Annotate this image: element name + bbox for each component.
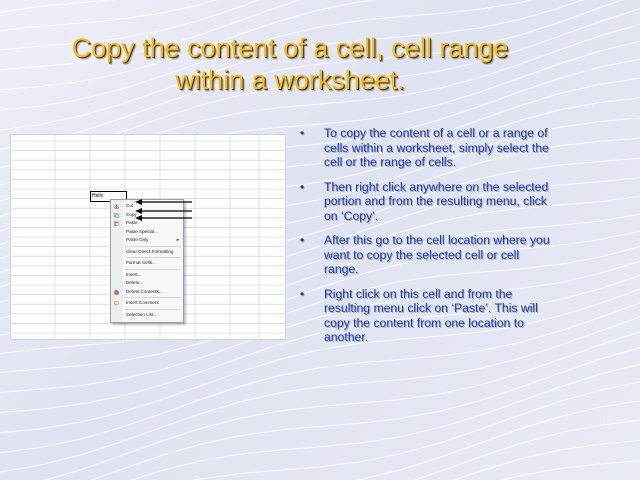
menu-item-label: Paste Special... bbox=[126, 228, 158, 234]
menu-item-label: Delete... bbox=[126, 280, 144, 285]
slide-title-line-2: within a worksheet. bbox=[175, 65, 405, 95]
menu-item-label: Insert Comment bbox=[126, 300, 159, 305]
background-wave-line bbox=[0, 457, 640, 480]
slide-title-line-1: Copy the content of a cell, cell range bbox=[71, 33, 509, 63]
background-wave-line bbox=[0, 0, 640, 22]
bullet-item bbox=[300, 126, 556, 170]
callout-arrows bbox=[11, 135, 285, 339]
bullet-list bbox=[300, 126, 556, 355]
bullet-text: To copy the content of a cell or a range of cells within a worksheet, simply select the cell or the range of cells. bbox=[324, 126, 549, 169]
arrow-head-cut bbox=[135, 199, 142, 205]
bullet-glyph: • bbox=[300, 286, 305, 301]
bullet-glyph: • bbox=[300, 126, 305, 140]
arrow-head-paste bbox=[135, 215, 142, 221]
bullet-text: Right click on this cell and from the resulting menu click on ‘Paste’. This will copy the content from one location to another. bbox=[324, 286, 538, 344]
menu-item-label: Delete Contents... bbox=[126, 288, 163, 294]
menu-item-label: Format Cells... bbox=[126, 260, 156, 265]
menu-item-label: Paste Only bbox=[126, 237, 149, 242]
slide-title bbox=[20, 32, 560, 96]
bullet-glyph: • bbox=[300, 179, 305, 194]
selected-cell[interactable]: Hello bbox=[90, 191, 127, 202]
spreadsheet-screenshot bbox=[10, 134, 286, 340]
background-wave-line bbox=[0, 339, 640, 480]
bullet-text: Then right click anywhere on the selected portion and from the resulting menu, click on ‘Copy’. bbox=[324, 179, 549, 223]
bullet-item bbox=[300, 287, 556, 345]
arrow-head-copy bbox=[135, 208, 142, 214]
bullet-item bbox=[300, 180, 556, 224]
menu-item-label: Insert... bbox=[126, 271, 142, 277]
submenu-arrow-icon: ▸ bbox=[176, 237, 179, 242]
menu-item-label: Cut bbox=[126, 203, 134, 208]
bullet-text: After this go to the cell location where you want to copy the selected cell or cell range. bbox=[324, 233, 550, 276]
menu-item-label: Selection List... bbox=[126, 311, 158, 317]
menu-item-label: Paste bbox=[126, 220, 138, 225]
menu-item-label: Clear Direct Formatting bbox=[126, 248, 174, 254]
background-wave-line bbox=[0, 437, 640, 480]
background-wave-line bbox=[0, 397, 640, 480]
bullet-glyph: • bbox=[300, 233, 305, 247]
menu-item-label: Copy bbox=[126, 211, 137, 217]
background-wave-line bbox=[0, 0, 640, 5]
bullet-item bbox=[300, 233, 556, 277]
